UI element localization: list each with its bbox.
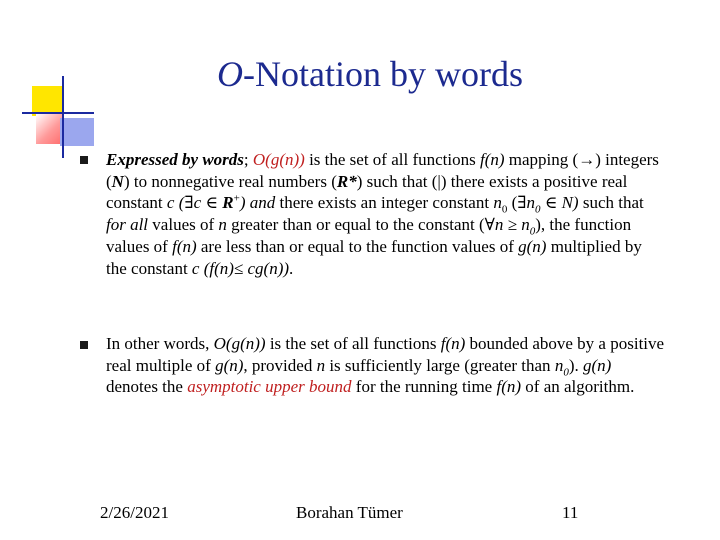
subscript: 0 (529, 225, 536, 238)
text: ) integers ( (106, 150, 659, 191)
decorative-horizontal-line (22, 112, 94, 114)
exists-symbol: ∃ (517, 193, 527, 213)
superscript: + (233, 192, 240, 205)
math-text: c ( (166, 193, 185, 213)
title-rest: -Notation by words (243, 54, 523, 94)
bullet-paragraph-2 (106, 333, 666, 398)
math-text: f(n) (496, 377, 522, 397)
text: In other words, (106, 334, 214, 353)
math-text: g(n) (215, 355, 244, 375)
text: are less than or equal to the function values of (196, 236, 519, 256)
math-text: R (222, 193, 234, 213)
math-text: n (493, 193, 502, 213)
math-text: ) and (239, 193, 276, 213)
highlight-text: asymptotic upper bound (187, 377, 352, 397)
text: multiplied by the constant (106, 236, 642, 278)
text: ). (568, 355, 583, 375)
slide-title (100, 52, 640, 96)
text: such that (578, 193, 644, 213)
math-text: c (f(n)≤ cg(n)) (191, 258, 290, 278)
text: is the set of all functions (265, 334, 441, 353)
subscript: 0 (535, 203, 541, 216)
math-text: c ∈ (193, 193, 223, 213)
math-text: g(n) (582, 355, 612, 375)
math-text: n (526, 193, 535, 213)
math-text: n (218, 215, 227, 235)
math-text: N (111, 171, 124, 191)
text: ) to nonnegative real numbers ( (123, 171, 337, 191)
math-text: O(g(n)) (213, 334, 266, 353)
decorative-blue-square (60, 118, 94, 146)
math-text: n (554, 355, 564, 375)
text: is sufficiently large (greater than (325, 355, 555, 375)
text: values of (148, 215, 219, 235)
math-text: g(n) (518, 236, 547, 256)
math-text: ∈ N) (540, 193, 579, 213)
bold-label: Expressed by words (106, 150, 244, 169)
math-text: R* (336, 171, 357, 191)
bullet-paragraph-1 (106, 149, 666, 279)
footer-page-number: 11 (562, 503, 579, 522)
bullet-marker (80, 156, 88, 164)
exists-symbol: ∃ (184, 193, 194, 213)
math-text: f(n) (172, 236, 197, 256)
footer-date: 2/26/2021 (100, 503, 169, 522)
math-text: n (316, 355, 326, 375)
math-text: f(n) (440, 334, 466, 353)
subscript: 0 (563, 366, 569, 379)
math-text: n ≥ n (494, 215, 530, 235)
text: denotes the (106, 377, 188, 397)
subscript: 0 (501, 203, 508, 216)
math-text: f(n) (479, 150, 505, 169)
text: there exists an integer constant (275, 193, 494, 213)
text: for the running time (351, 377, 497, 397)
decorative-vertical-line (62, 76, 64, 158)
text: ), the function values of (106, 215, 632, 256)
arrow-symbol: → (578, 150, 596, 169)
text: ( (507, 193, 518, 213)
text: is the set of all functions (304, 150, 480, 169)
footer-author: Borahan Tümer (296, 503, 403, 522)
title-o: O (217, 54, 244, 94)
text: , provided (243, 355, 317, 375)
text: mapping ( (504, 150, 579, 169)
forall-symbol: ∀ (484, 215, 495, 235)
math-text: for all (106, 215, 149, 235)
text: ; (243, 150, 253, 169)
text: of an algorithm. (521, 377, 635, 397)
highlight-text: O(g(n)) (252, 150, 305, 169)
text: greater than or equal to the constant ( (226, 215, 485, 235)
text: bounded above by a positive real multiple of (106, 334, 665, 375)
bullet-marker (80, 341, 88, 349)
text: ) such that (|) there exists a positive real constant (106, 171, 628, 213)
text: . (289, 258, 294, 278)
